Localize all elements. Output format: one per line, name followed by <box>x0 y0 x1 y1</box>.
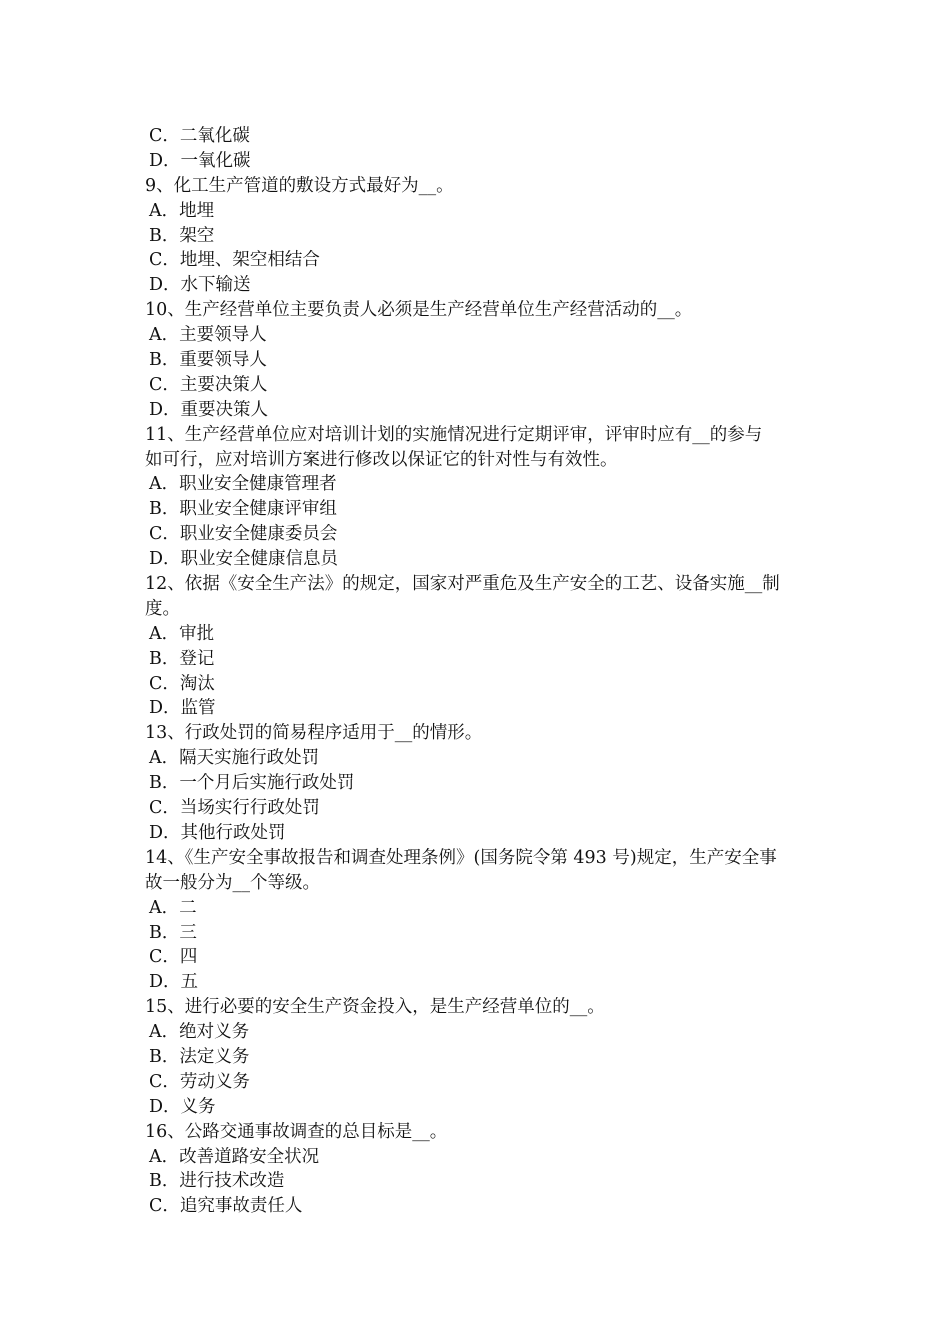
answer-option: C．追究事故责任人 <box>149 1196 303 1217</box>
question-text: 14、《生产安全事故报告和调查处理条例》(国务院令第 493 号)规定，生产安全事 <box>145 847 777 868</box>
answer-option: B．法定义务 <box>149 1046 250 1067</box>
answer-option: C．二氧化碳 <box>149 126 250 146</box>
answer-option: A．职业安全健康管理者 <box>149 474 337 495</box>
answer-option: A．审批 <box>149 623 215 644</box>
question-text: 故一般分为__个等级。 <box>145 872 320 893</box>
answer-option: A．绝对义务 <box>149 1022 250 1043</box>
answer-option: A．地埋 <box>149 200 215 221</box>
answer-option: B．一个月后实施行政处罚 <box>149 773 355 794</box>
answer-option: C．地埋、架空相结合 <box>149 250 320 271</box>
question-text: 13、行政处罚的简易程序适用于__的情形。 <box>145 723 483 744</box>
answer-option: A．改善道路安全状况 <box>149 1146 320 1167</box>
answer-option: C．当场实行行政处罚 <box>149 798 320 819</box>
answer-option: B．三 <box>149 922 197 943</box>
question-text: 9、化工生产管道的敷设方式最好为__。 <box>145 175 454 196</box>
answer-option: C．职业安全健康委员会 <box>149 524 338 545</box>
answer-option: D．五 <box>149 972 199 993</box>
answer-option: A．二 <box>149 897 197 918</box>
answer-option: D．其他行政处罚 <box>149 822 286 843</box>
answer-option: B．职业安全健康评审组 <box>149 499 337 520</box>
answer-option: C．四 <box>149 947 198 968</box>
question-text: 度。 <box>145 598 180 619</box>
answer-option: B．进行技术改造 <box>149 1171 285 1192</box>
question-text: 如可行，应对培训方案进行修改以保证它的针对性与有效性。 <box>145 449 618 470</box>
answer-option: B．登记 <box>149 648 215 669</box>
answer-option: C．主要决策人 <box>149 374 268 395</box>
answer-option: A．隔天实施行政处罚 <box>149 748 320 769</box>
answer-option: D．监管 <box>149 698 216 719</box>
question-text: 12、依据《安全生产法》的规定，国家对严重危及生产安全的工艺、设备实施__制 <box>145 574 780 595</box>
question-text: 15、进行必要的安全生产资金投入，是生产经营单位的__。 <box>145 997 605 1018</box>
answer-option: A．主要领导人 <box>149 325 267 346</box>
answer-option: D．一氧化碳 <box>149 150 251 171</box>
answer-option: C．淘汰 <box>149 673 215 694</box>
answer-option: D．重要决策人 <box>149 399 269 420</box>
question-text: 10、生产经营单位主要负责人必须是生产经营单位生产经营活动的__。 <box>145 300 693 321</box>
answer-option: B．重要领导人 <box>149 350 267 371</box>
answer-option: D．水下输送 <box>149 275 251 296</box>
answer-option: C．劳动义务 <box>149 1071 250 1092</box>
exam-question-list <box>145 124 813 1219</box>
answer-option: D．义务 <box>149 1096 216 1117</box>
question-text: 16、公路交通事故调查的总目标是__。 <box>145 1121 448 1142</box>
answer-option: D．职业安全健康信息员 <box>149 549 339 570</box>
question-text: 11、生产经营单位应对培训计划的实施情况进行定期评审，评审时应有__的参与 <box>145 424 763 445</box>
answer-option: B．架空 <box>149 225 215 246</box>
